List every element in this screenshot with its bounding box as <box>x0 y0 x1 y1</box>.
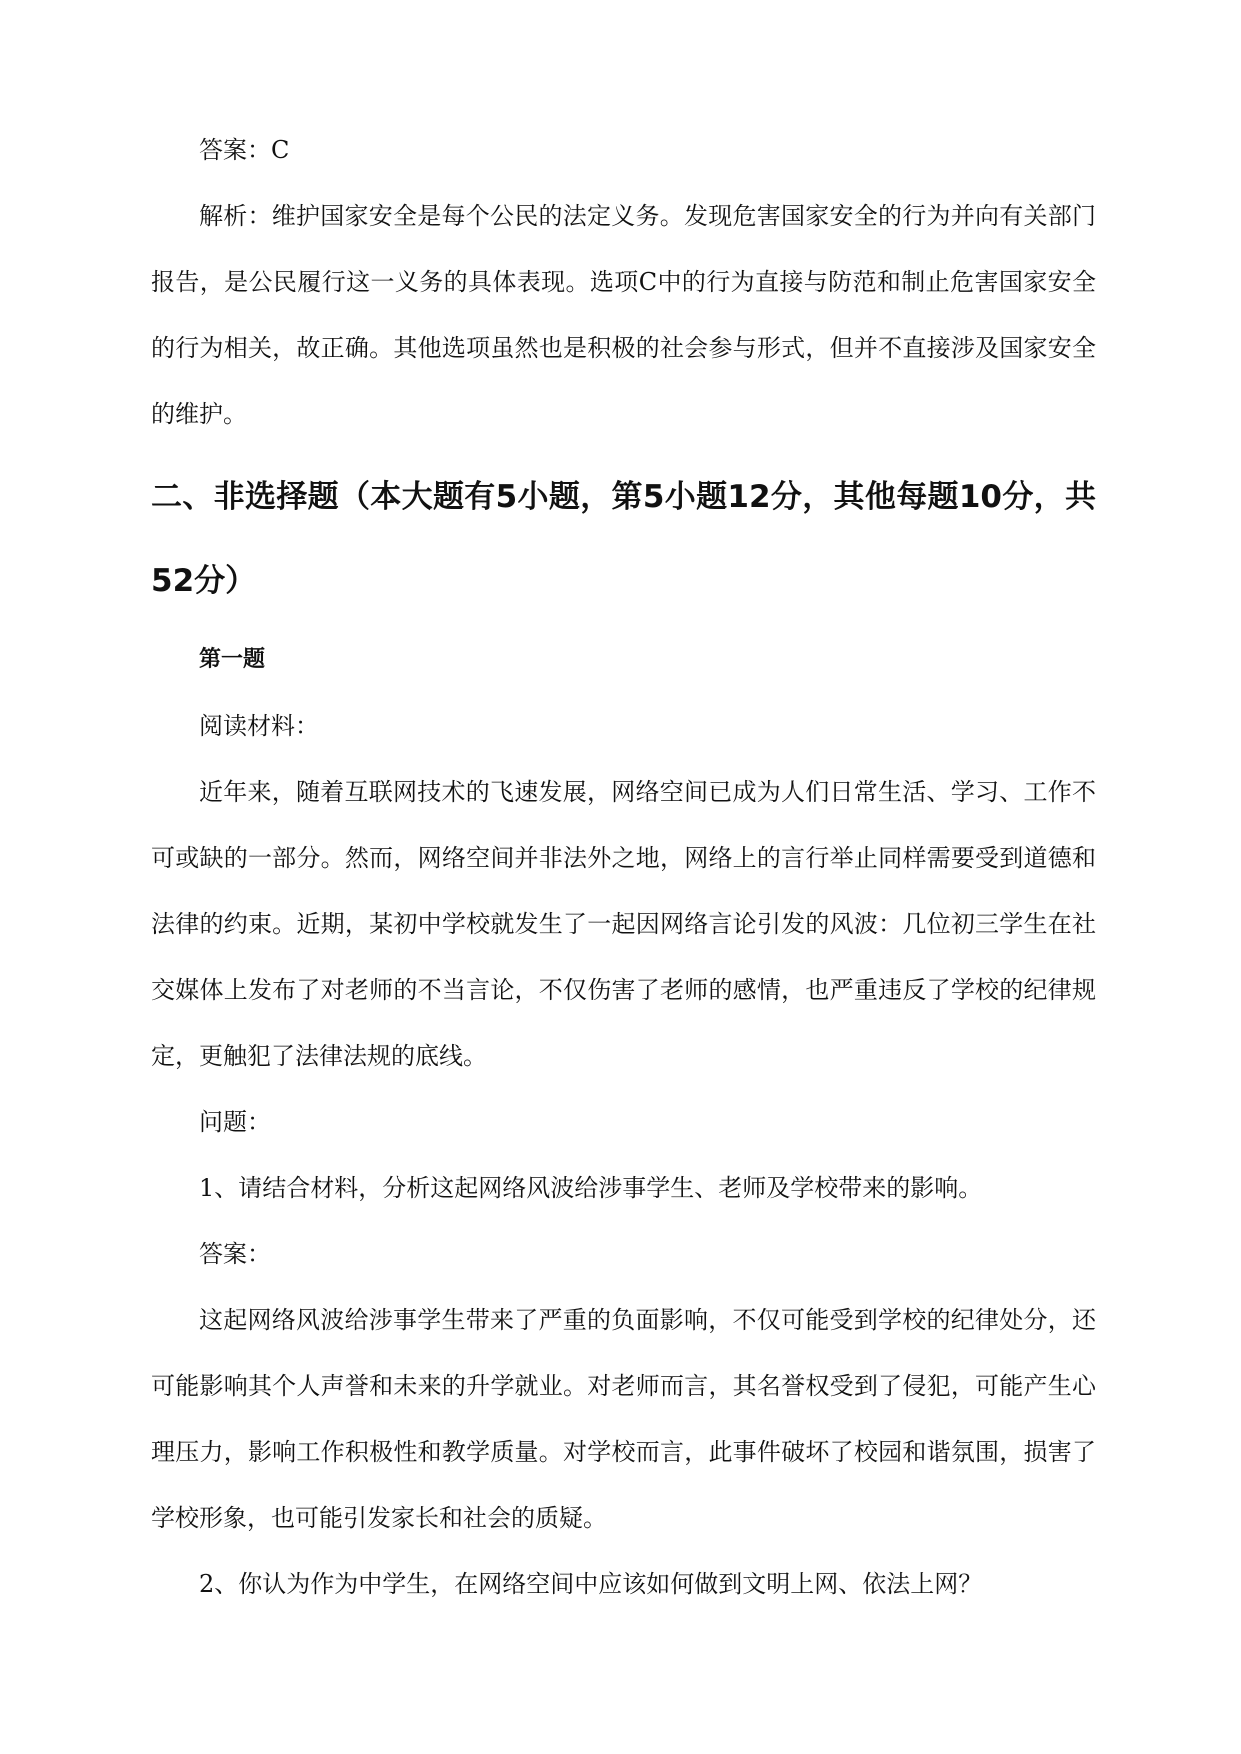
question-label: 问题： <box>199 1108 271 1136</box>
material-text: 近年来，随着互联网技术的飞速发展，网络空间已成为人们日常生活、学习、工作不可或缺的一部分。然而，网络空间并非法外之地，网络上的言行举止同样需要受到道德和法律的约束。近期，某初中学校就发生了一起因网络言论引发的风波：几位初三学生在社交媒体上发布了对老师的不当言论，不仅伤害了老师的感情，也严重违反了学校的纪律规定，更触犯了法律法规的底线。 <box>151 778 1096 1070</box>
top-margin <box>151 0 1096 117</box>
previous-analysis: 解析：维护国家安全是每个公民的法定义务。发现危害国家安全的行为并向有关部门报告，是公民履行这一义务的具体表现。选项C中的行为直接与防范和制止危害国家安全的行为相关，故正确。其他选项虽然也是积极的社会参与形式，但并不直接涉及国家安全的维护。 <box>151 202 1096 428</box>
document-page <box>151 0 1096 1617</box>
answer-text: 这起网络风波给涉事学生带来了严重的负面影响，不仅可能受到学校的纪律处分，还可能影响其个人声誉和未来的升学就业。对老师而言，其名誉权受到了侵犯，可能产生心理压力，影响工作积极性和教学质量。对学校而言，此事件破坏了校园和谐氛围，损害了学校形象，也可能引发家长和社会的质疑。 <box>151 1306 1096 1532</box>
previous-answer: 答案：C <box>199 136 290 164</box>
answer-label: 答案： <box>199 1240 271 1268</box>
question-heading: 第一题 <box>199 647 266 672</box>
question-item-1: 1、请结合材料，分析这起网络风波给涉事学生、老师及学校带来的影响。 <box>199 1174 983 1202</box>
section-title: 二、非选择题（本大题有5小题，第5小题12分，其他每题10分，共52分） <box>151 479 1096 599</box>
question-item-2: 2、你认为作为中学生，在网络空间中应该如何做到文明上网、依法上网？ <box>199 1570 983 1598</box>
material-label: 阅读材料： <box>199 712 319 740</box>
